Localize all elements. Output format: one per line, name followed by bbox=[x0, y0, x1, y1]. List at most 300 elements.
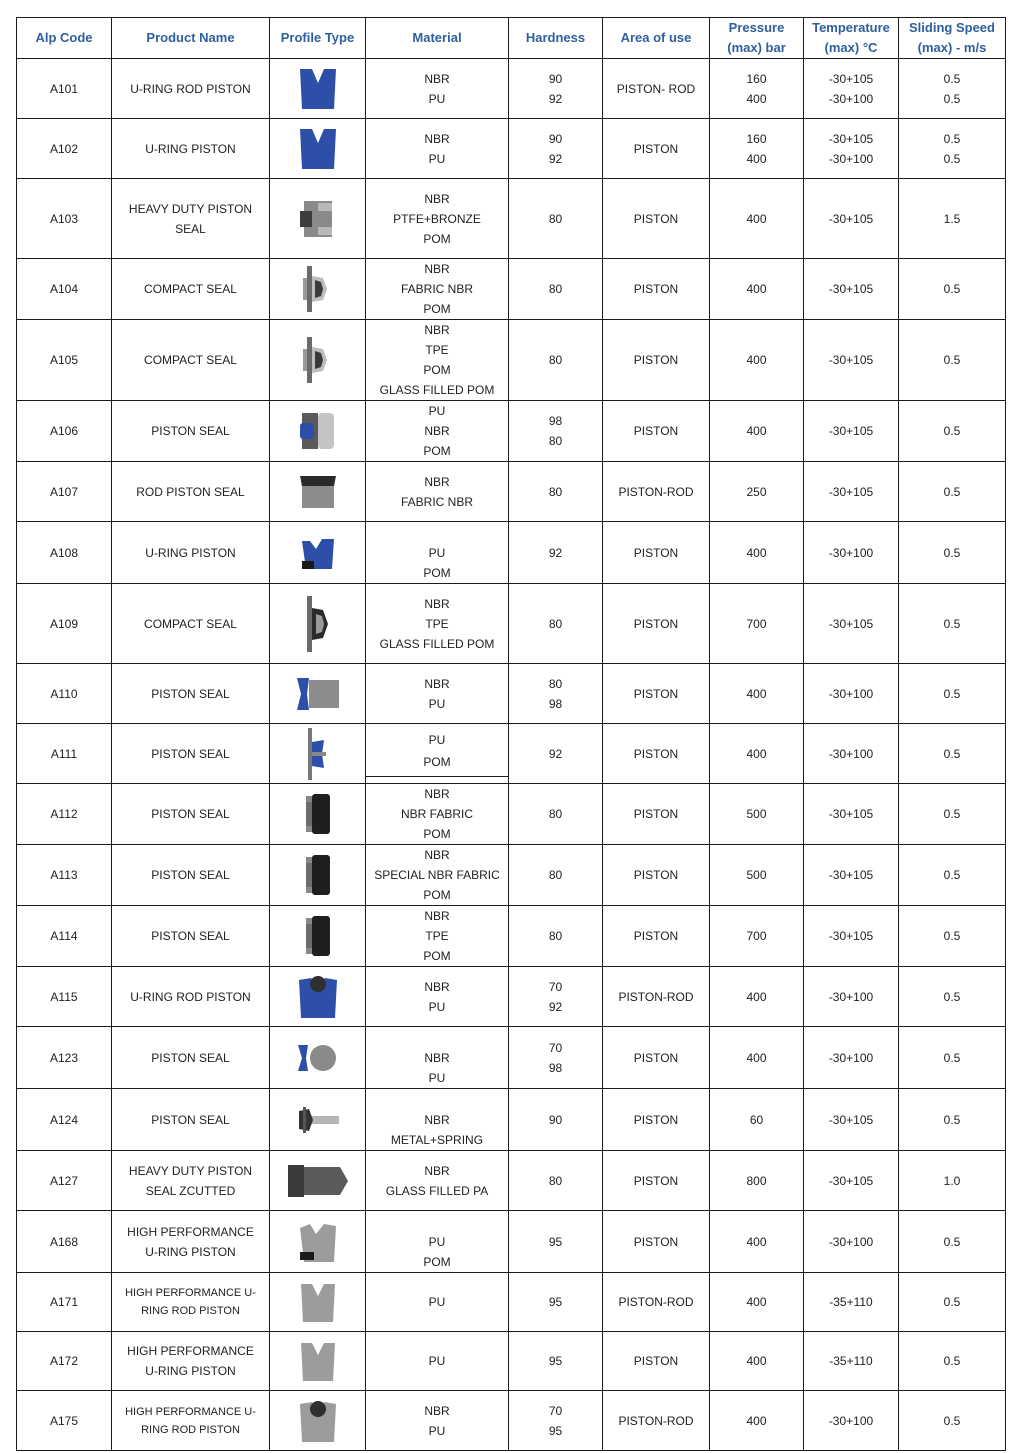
speed-line: 0.5 bbox=[943, 71, 961, 86]
profile-type-cell bbox=[270, 967, 366, 1027]
alp-code-cell bbox=[17, 1391, 112, 1451]
material-line: PU bbox=[428, 999, 446, 1014]
table-row bbox=[17, 1089, 1006, 1151]
area-of-use: PISTON bbox=[633, 929, 679, 943]
header-sliding-speed bbox=[899, 18, 1006, 59]
temperature-line: -30+105 bbox=[828, 282, 874, 296]
area-of-use: PISTON bbox=[633, 868, 679, 882]
alp-code-cell bbox=[17, 1089, 112, 1151]
alp-code: A114 bbox=[50, 929, 78, 943]
name-line: HIGH PERFORMANCE U- bbox=[125, 1287, 256, 1299]
blue-u-ring-oring-icon bbox=[270, 974, 365, 1020]
hardness-line: 98 bbox=[548, 414, 563, 428]
material-cell bbox=[366, 906, 509, 967]
pressure-line: 400 bbox=[746, 1354, 767, 1368]
product-name-cell bbox=[112, 845, 270, 906]
sliding-speed-cell bbox=[899, 967, 1006, 1027]
sliding-speed-cell bbox=[899, 1391, 1006, 1451]
header-label: Area of use bbox=[620, 30, 692, 45]
table-row bbox=[17, 1151, 1006, 1211]
material-cell bbox=[366, 664, 509, 724]
table-row bbox=[17, 967, 1006, 1027]
pressure-cell bbox=[710, 522, 804, 584]
hardness-line: 92 bbox=[548, 151, 563, 166]
area-of-use-cell bbox=[603, 1391, 710, 1451]
pressure-line: 400 bbox=[746, 746, 767, 761]
alp-code: A110 bbox=[50, 686, 78, 701]
blue-u-ring-icon bbox=[270, 65, 365, 113]
alp-code-cell bbox=[17, 401, 112, 462]
hardness-line: 95 bbox=[548, 1234, 563, 1249]
hardness-line: 80 bbox=[548, 676, 563, 691]
table-row bbox=[17, 664, 1006, 724]
pressure-line: 800 bbox=[746, 1173, 767, 1188]
material-line: NBR bbox=[424, 71, 450, 86]
table-row bbox=[17, 462, 1006, 522]
alp-code-cell bbox=[17, 1273, 112, 1332]
header-hardness bbox=[509, 18, 603, 59]
profile-type-cell bbox=[270, 1273, 366, 1332]
name-line: PISTON SEAL bbox=[151, 686, 230, 701]
name-line: RING ROD PISTON bbox=[141, 1305, 240, 1317]
header-label: Temperature bbox=[812, 20, 890, 35]
alp-code-cell bbox=[17, 1151, 112, 1211]
table-row bbox=[17, 906, 1006, 967]
name-line: PISTON SEAL bbox=[151, 424, 230, 438]
area-of-use-cell bbox=[603, 320, 710, 401]
alp-code-cell bbox=[17, 967, 112, 1027]
header-area-of-use bbox=[603, 18, 710, 59]
seal-product-table bbox=[16, 17, 1006, 1451]
speed-line: 0.5 bbox=[943, 807, 961, 821]
temperature-line: -35+110 bbox=[829, 1354, 873, 1368]
temperature-line: -30+100 bbox=[828, 746, 874, 761]
pressure-line: 250 bbox=[746, 484, 767, 499]
area-of-use: PISTON-ROD bbox=[618, 989, 694, 1004]
header-label: Hardness bbox=[525, 30, 586, 45]
alp-code: A108 bbox=[49, 545, 79, 560]
name-line: U-RING PISTON bbox=[145, 1244, 236, 1259]
name-line: COMPACT SEAL bbox=[144, 616, 237, 631]
gray-u-ring-oring-icon bbox=[270, 1398, 365, 1444]
alp-code-cell bbox=[17, 462, 112, 522]
product-name-cell bbox=[112, 584, 270, 664]
pressure-line: 400 bbox=[746, 1413, 767, 1428]
temperature-line: -30+100 bbox=[828, 989, 874, 1004]
hardness-cell bbox=[509, 784, 603, 845]
compact-seal-icon bbox=[270, 264, 365, 314]
area-of-use: PISTON bbox=[633, 746, 679, 761]
table-row bbox=[17, 320, 1006, 401]
speed-line: 0.5 bbox=[943, 1050, 961, 1065]
area-of-use: PISTON bbox=[633, 141, 679, 156]
area-of-use-cell bbox=[603, 462, 710, 522]
temperature-line: -30+105 bbox=[828, 71, 874, 86]
hardness-cell bbox=[509, 59, 603, 119]
alp-code: A127 bbox=[49, 1173, 79, 1188]
profile-type-cell bbox=[270, 724, 366, 784]
name-line: U-RING PISTON bbox=[145, 141, 236, 156]
hardness-line: 70 bbox=[548, 1040, 563, 1055]
pressure-line: 400 bbox=[746, 686, 767, 701]
product-name-cell bbox=[112, 967, 270, 1027]
material-line: POM bbox=[423, 302, 451, 316]
sliding-speed-cell bbox=[899, 906, 1006, 967]
material-line: TPE bbox=[425, 929, 449, 943]
product-name-cell bbox=[112, 906, 270, 967]
product-name-cell bbox=[112, 320, 270, 401]
material-line: PU bbox=[428, 546, 446, 560]
name-line: PISTON SEAL bbox=[151, 868, 230, 882]
material-cell bbox=[366, 522, 509, 584]
area-of-use-cell bbox=[603, 584, 710, 664]
temperature-line: -30+100 bbox=[828, 545, 874, 560]
temperature-line: -30+105 bbox=[828, 131, 874, 146]
material-line: GLASS FILLED POM bbox=[379, 636, 495, 651]
area-of-use-cell bbox=[603, 1089, 710, 1151]
area-of-use: PISTON bbox=[633, 282, 679, 296]
profile-type-cell bbox=[270, 906, 366, 967]
area-of-use-cell bbox=[603, 1027, 710, 1089]
name-line: U-RING PISTON bbox=[145, 1364, 236, 1378]
pressure-cell bbox=[710, 967, 804, 1027]
material-line: FABRIC NBR bbox=[400, 494, 473, 509]
hardness-cell bbox=[509, 119, 603, 179]
hardness-line: 92 bbox=[548, 746, 563, 761]
product-name-cell bbox=[112, 119, 270, 179]
hardness-line: 90 bbox=[548, 131, 563, 146]
sliding-speed-cell bbox=[899, 259, 1006, 320]
temperature-line: -30+100 bbox=[828, 1413, 874, 1428]
sliding-speed-cell bbox=[899, 1211, 1006, 1273]
table-row bbox=[17, 1027, 1006, 1089]
alp-code: A113 bbox=[50, 868, 78, 882]
profile-type-cell bbox=[270, 584, 366, 664]
alp-code: A175 bbox=[49, 1413, 79, 1428]
header-alp-code bbox=[17, 18, 112, 59]
table-body bbox=[17, 59, 1006, 1451]
hardness-line: 80 bbox=[548, 282, 563, 296]
speed-line: 0.5 bbox=[943, 545, 961, 560]
header-label: Sliding Speed bbox=[909, 20, 995, 35]
temperature-cell bbox=[804, 1332, 899, 1391]
hardness-line: 80 bbox=[548, 484, 563, 499]
material-cell bbox=[366, 724, 509, 784]
area-of-use: PISTON bbox=[633, 211, 679, 226]
temperature-cell bbox=[804, 845, 899, 906]
header-label-unit: (max) °C bbox=[824, 40, 878, 55]
speed-line: 0.5 bbox=[943, 1295, 961, 1309]
speed-line: 0.5 bbox=[943, 686, 961, 701]
hardness-line: 98 bbox=[548, 696, 563, 711]
pressure-line: 400 bbox=[746, 1234, 767, 1249]
pressure-cell bbox=[710, 259, 804, 320]
material-line: NBR bbox=[424, 909, 450, 923]
material-line: NBR bbox=[424, 1163, 450, 1178]
spring-seal-icon bbox=[270, 1105, 365, 1135]
material-cell bbox=[366, 967, 509, 1027]
name-line: SEAL bbox=[175, 221, 206, 236]
alp-code: A105 bbox=[49, 353, 79, 367]
name-line: PISTON SEAL bbox=[151, 807, 230, 821]
temperature-line: -30+105 bbox=[828, 868, 874, 882]
speed-line: 0.5 bbox=[943, 424, 961, 438]
product-name-cell bbox=[112, 259, 270, 320]
product-name-cell bbox=[112, 462, 270, 522]
alp-code: A106 bbox=[49, 424, 79, 438]
hardness-line: 70 bbox=[548, 979, 563, 994]
material-line: TPE bbox=[425, 343, 449, 357]
name-line: COMPACT SEAL bbox=[144, 282, 237, 296]
material-cell bbox=[366, 320, 509, 401]
profile-type-cell bbox=[270, 845, 366, 906]
name-line: SEAL ZCUTTED bbox=[145, 1183, 236, 1198]
temperature-line: -30+105 bbox=[828, 1173, 874, 1188]
name-line: HEAVY DUTY PISTON bbox=[128, 201, 253, 216]
profile-type-cell bbox=[270, 1391, 366, 1451]
temperature-line: -30+105 bbox=[828, 353, 874, 367]
hardness-line: 80 bbox=[548, 807, 563, 821]
name-line: U-RING ROD PISTON bbox=[130, 989, 251, 1004]
alp-code: A115 bbox=[50, 989, 78, 1004]
area-of-use-cell bbox=[603, 1273, 710, 1332]
alp-code: A104 bbox=[49, 282, 79, 296]
profile-type-cell bbox=[270, 1151, 366, 1211]
hardness-line: 80 bbox=[548, 929, 563, 943]
profile-type-cell bbox=[270, 179, 366, 259]
alp-code: A103 bbox=[49, 211, 79, 226]
table-row bbox=[17, 522, 1006, 584]
pressure-cell bbox=[710, 1027, 804, 1089]
sliding-speed-cell bbox=[899, 119, 1006, 179]
hardness-cell bbox=[509, 462, 603, 522]
name-line: HIGH PERFORMANCE bbox=[127, 1224, 254, 1239]
product-name-cell bbox=[112, 1027, 270, 1089]
name-line: U-RING ROD PISTON bbox=[130, 81, 251, 96]
material-line: POM bbox=[423, 363, 451, 377]
pressure-cell bbox=[710, 1391, 804, 1451]
material-line: NBR bbox=[424, 676, 450, 691]
area-of-use: PISTON bbox=[633, 545, 679, 560]
header-label: Profile Type bbox=[280, 30, 355, 45]
sliding-speed-cell bbox=[899, 664, 1006, 724]
material-line: POM bbox=[423, 827, 451, 841]
pressure-cell bbox=[710, 119, 804, 179]
area-of-use-cell bbox=[603, 784, 710, 845]
area-of-use-cell bbox=[603, 522, 710, 584]
alp-code: A124 bbox=[49, 1112, 79, 1127]
hardness-line: 95 bbox=[548, 1295, 563, 1309]
hardness-cell bbox=[509, 1332, 603, 1391]
pressure-line: 400 bbox=[746, 282, 767, 296]
piston-seal-dark-icon bbox=[270, 790, 365, 838]
area-of-use-cell bbox=[603, 906, 710, 967]
table-row bbox=[17, 401, 1006, 462]
hardness-line: 80 bbox=[548, 616, 563, 631]
material-cell bbox=[366, 1089, 509, 1151]
compact-seal-dark-icon bbox=[270, 594, 365, 654]
area-of-use: PISTON bbox=[633, 353, 679, 367]
speed-line: 1.0 bbox=[943, 1173, 961, 1188]
product-name-cell bbox=[112, 724, 270, 784]
piston-seal-dark-icon bbox=[270, 912, 365, 960]
profile-type-cell bbox=[270, 462, 366, 522]
area-of-use: PISTON-ROD bbox=[618, 484, 694, 499]
table-row bbox=[17, 259, 1006, 320]
temperature-cell bbox=[804, 1151, 899, 1211]
blue-u-ring-piston-icon bbox=[270, 535, 365, 571]
material-line: NBR bbox=[424, 1113, 450, 1127]
pressure-line: 400 bbox=[746, 545, 767, 560]
table-row bbox=[17, 1273, 1006, 1332]
alp-code-cell bbox=[17, 119, 112, 179]
temperature-cell bbox=[804, 119, 899, 179]
sliding-speed-cell bbox=[899, 522, 1006, 584]
area-of-use: PISTON bbox=[633, 1050, 679, 1065]
temperature-cell bbox=[804, 1027, 899, 1089]
hardness-cell bbox=[509, 1027, 603, 1089]
hardness-cell bbox=[509, 1151, 603, 1211]
temperature-cell bbox=[804, 1089, 899, 1151]
product-name-cell bbox=[112, 1391, 270, 1451]
hardness-cell bbox=[509, 1273, 603, 1332]
piston-seal-oring-icon bbox=[270, 1041, 365, 1075]
area-of-use: PISTON bbox=[633, 616, 679, 631]
hardness-cell bbox=[509, 724, 603, 784]
alp-code: A102 bbox=[49, 141, 79, 156]
name-line: PISTON SEAL bbox=[151, 1050, 230, 1065]
speed-line: 0.5 bbox=[943, 929, 961, 943]
pressure-cell bbox=[710, 1332, 804, 1391]
name-line: COMPACT SEAL bbox=[144, 353, 237, 367]
header-temperature bbox=[804, 18, 899, 59]
material-line: PTFE+BRONZE bbox=[393, 211, 481, 226]
heavy-duty-zcut-icon bbox=[270, 1161, 365, 1201]
alp-code: A101 bbox=[49, 81, 79, 96]
area-of-use-cell bbox=[603, 845, 710, 906]
material-line: NBR bbox=[424, 1403, 450, 1418]
alp-code-cell bbox=[17, 59, 112, 119]
material-line: GLASS FILLED POM bbox=[379, 383, 495, 397]
pressure-line: 400 bbox=[746, 424, 767, 438]
alp-code-cell bbox=[17, 1027, 112, 1089]
material-line: PU bbox=[428, 404, 446, 418]
area-of-use: PISTON-ROD bbox=[618, 1295, 694, 1309]
pressure-cell bbox=[710, 584, 804, 664]
material-cell bbox=[366, 259, 509, 320]
product-name-cell bbox=[112, 179, 270, 259]
pressure-line: 60 bbox=[749, 1112, 764, 1127]
header-label-unit: (max) bar bbox=[727, 40, 786, 55]
sliding-speed-cell bbox=[899, 462, 1006, 522]
alp-code-cell bbox=[17, 664, 112, 724]
hardness-line: 80 bbox=[548, 353, 563, 367]
header-label: Product Name bbox=[146, 30, 235, 45]
gray-u-ring-icon bbox=[270, 1339, 365, 1383]
sliding-speed-cell bbox=[899, 845, 1006, 906]
pressure-cell bbox=[710, 784, 804, 845]
gray-u-ring-icon bbox=[270, 1280, 365, 1324]
pressure-cell bbox=[710, 59, 804, 119]
speed-line: 0.5 bbox=[943, 484, 961, 499]
temperature-cell bbox=[804, 784, 899, 845]
pressure-line: 700 bbox=[746, 929, 767, 943]
speed-line: 0.5 bbox=[943, 1234, 961, 1249]
area-of-use-cell bbox=[603, 724, 710, 784]
material-cell bbox=[366, 1151, 509, 1211]
speed-line: 0.5 bbox=[943, 616, 961, 631]
material-cell bbox=[366, 1332, 509, 1391]
speed-line: 1.5 bbox=[943, 211, 961, 226]
hardness-cell bbox=[509, 1211, 603, 1273]
hardness-line: 98 bbox=[548, 1060, 563, 1075]
material-cell bbox=[366, 1391, 509, 1451]
temperature-line: -30+100 bbox=[828, 1050, 874, 1065]
alp-code-cell bbox=[17, 584, 112, 664]
temperature-line: -30+105 bbox=[828, 929, 874, 943]
name-line: U-RING PISTON bbox=[145, 545, 236, 560]
hardness-line: 70 bbox=[548, 1403, 563, 1418]
speed-line: 0.5 bbox=[943, 868, 961, 882]
blue-u-ring-icon bbox=[270, 125, 365, 173]
table-row bbox=[17, 59, 1006, 119]
speed-line: 0.5 bbox=[943, 989, 961, 1004]
pressure-line: 700 bbox=[746, 616, 767, 631]
material-line: POM bbox=[423, 566, 451, 580]
speed-line: 0.5 bbox=[943, 1354, 961, 1368]
material-line: POM bbox=[423, 231, 451, 246]
alp-code-cell bbox=[17, 845, 112, 906]
gray-u-ring-piston-icon bbox=[270, 1220, 365, 1264]
pressure-line: 400 bbox=[746, 211, 767, 226]
product-name-cell bbox=[112, 522, 270, 584]
table-row bbox=[17, 179, 1006, 259]
material-cell bbox=[366, 401, 509, 462]
alp-code-cell bbox=[17, 906, 112, 967]
header-product-name bbox=[112, 18, 270, 59]
speed-line: 0.5 bbox=[943, 1413, 961, 1428]
temperature-line: -30+105 bbox=[828, 424, 874, 438]
sliding-speed-cell bbox=[899, 320, 1006, 401]
speed-line: 0.5 bbox=[943, 282, 961, 296]
area-of-use: PISTON bbox=[633, 1112, 679, 1127]
speed-line: 0.5 bbox=[943, 131, 961, 146]
speed-line: 0.5 bbox=[943, 151, 961, 166]
temperature-cell bbox=[804, 462, 899, 522]
temperature-line: -30+100 bbox=[828, 91, 874, 106]
material-line: TPE bbox=[425, 616, 449, 631]
sliding-speed-cell bbox=[899, 1332, 1006, 1391]
material-line: NBR bbox=[424, 323, 450, 337]
product-name-cell bbox=[112, 1273, 270, 1332]
material-line: PU bbox=[428, 1235, 446, 1249]
hardness-cell bbox=[509, 1089, 603, 1151]
material-line: PU bbox=[428, 151, 446, 166]
pressure-line: 400 bbox=[746, 1050, 767, 1065]
pressure-line: 500 bbox=[746, 868, 767, 882]
header-label-unit: (max) - m/s bbox=[917, 40, 987, 55]
sliding-speed-cell bbox=[899, 1089, 1006, 1151]
hardness-cell bbox=[509, 584, 603, 664]
material-line: PU bbox=[428, 696, 446, 711]
alp-code: A112 bbox=[50, 807, 78, 821]
material-line: NBR bbox=[424, 131, 450, 146]
temperature-line: -30+105 bbox=[828, 1112, 874, 1127]
header-profile-type bbox=[270, 18, 366, 59]
hardness-line: 92 bbox=[548, 999, 563, 1014]
profile-type-cell bbox=[270, 522, 366, 584]
profile-type-cell bbox=[270, 59, 366, 119]
